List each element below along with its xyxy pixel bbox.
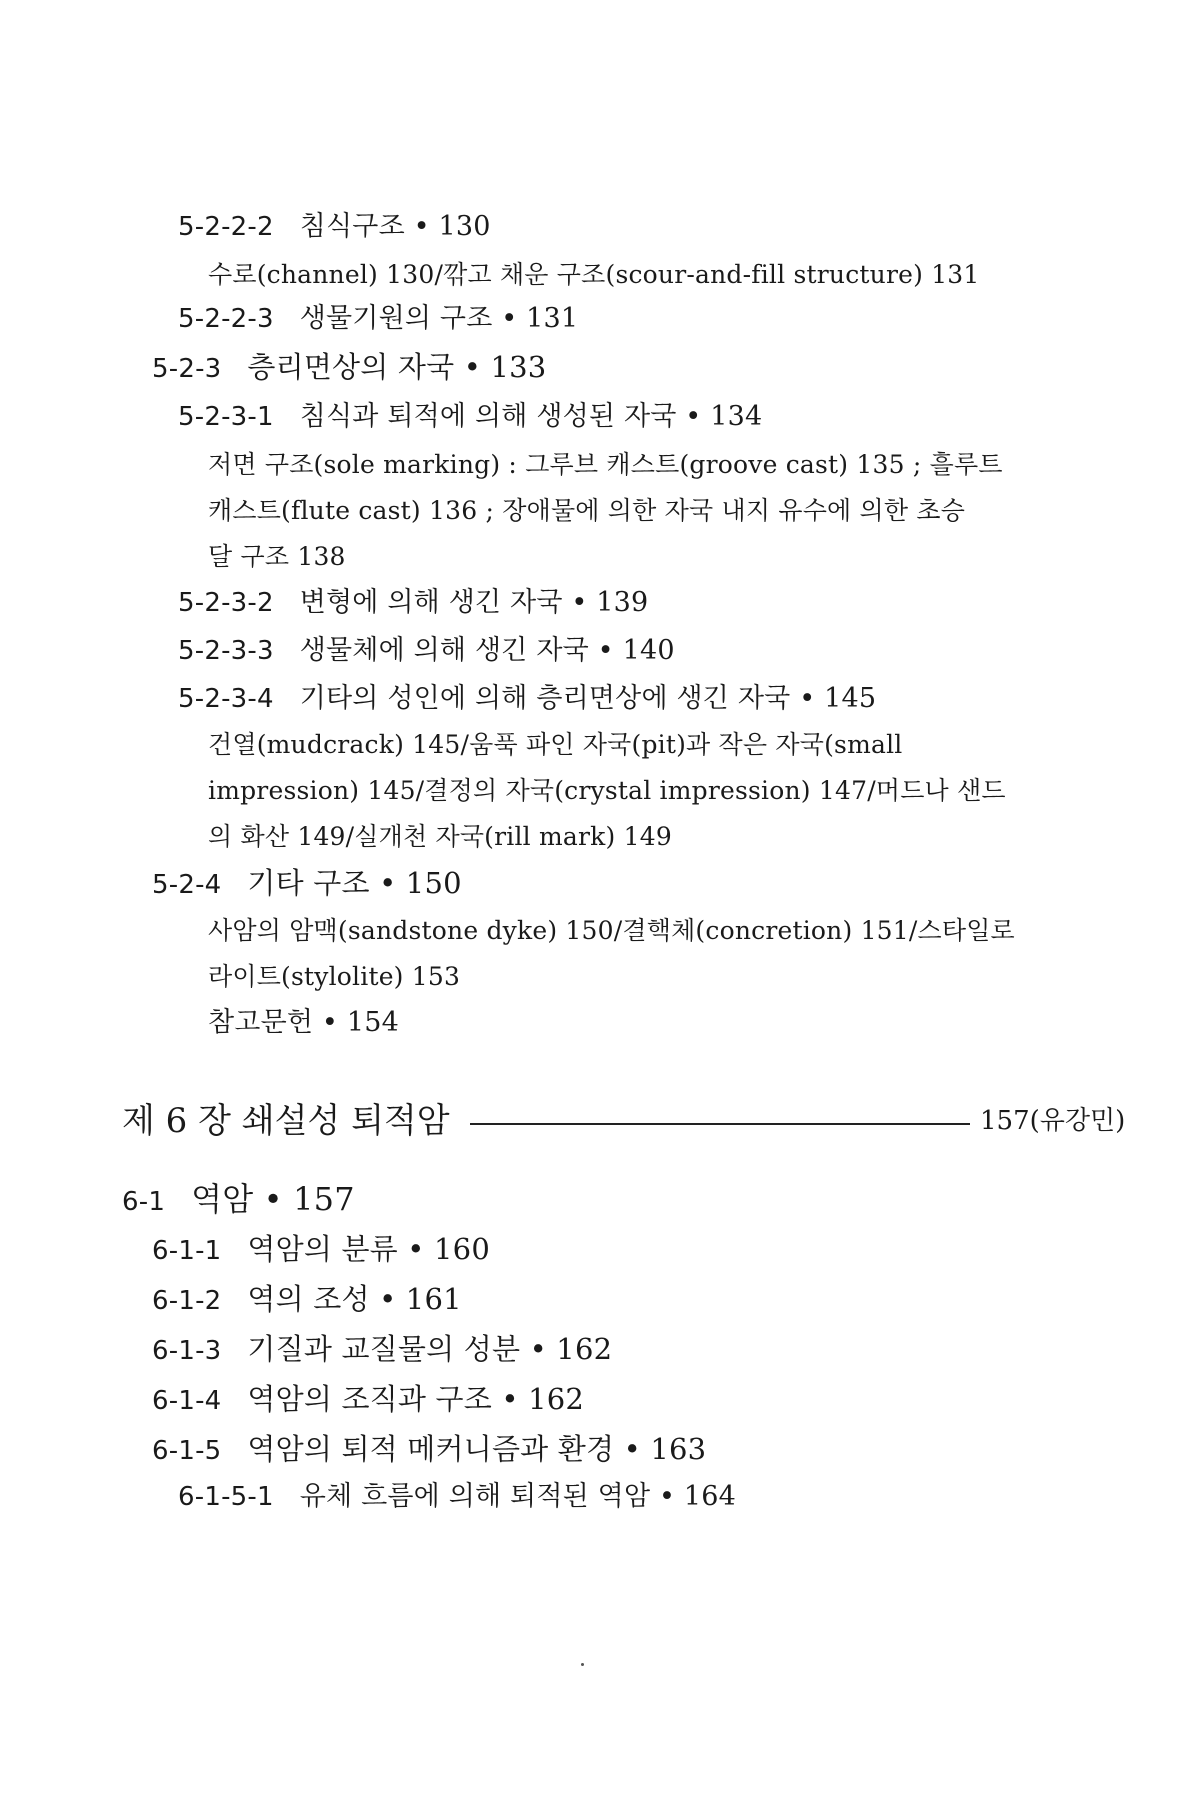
entry-number: 6-1-2 [152,1286,222,1316]
toc-subentry-description: 저면 구조(sole marking) : 그루브 캐스트(groove cast) 135 ; 흘루트 [208,450,1003,479]
toc-subentry-description: 달 구조 138 [208,542,346,571]
toc-entry-5-2-2-2 [178,210,491,244]
toc-entry-5-2-2-3 [178,302,578,336]
toc-entry-5-2-4 [152,866,462,902]
entry-number: 6-1-4 [152,1386,222,1416]
toc-subentry-description: 수로(channel) 130/깎고 채운 구조(scour-and-fill structure) 131 [208,260,980,289]
toc-subentry-description: 사암의 암맥(sandstone dyke) 150/결핵체(concretion) 151/스타일로 [208,916,1015,945]
chapter-title: 제 6 장 쇄설성 퇴적암 [122,1101,450,1141]
entry-title: 기타의 성인에 의해 층리면상에 생긴 자국 • 145 [299,683,877,714]
entry-number: 5-2-3-2 [178,588,274,618]
entry-title: 기질과 교질물의 성분 • 162 [247,1332,613,1366]
chapter-6-heading [122,1098,1126,1144]
entry-number: 6-1-3 [152,1336,222,1366]
toc-entry-5-2-3-2 [178,586,648,620]
entry-title: 기타 구조 • 150 [247,866,462,900]
entry-title: 유체 흐름에 의해 퇴적된 역암 • 164 [299,1481,737,1512]
entry-number: 5-2-2-3 [178,304,274,334]
entry-title: 역암 • 157 [191,1180,355,1218]
entry-number: 6-1-5-1 [178,1482,274,1512]
entry-number: 5-2-4 [152,870,222,900]
toc-entry-references: 참고문헌 • 154 [208,1007,399,1038]
toc-entry-5-2-3 [152,350,546,386]
entry-title: 침식과 퇴적에 의해 생성된 자국 • 134 [299,401,763,432]
entry-number: 5-2-3 [152,354,222,384]
entry-number: 6-1-5 [152,1436,222,1466]
entry-title: 역암의 조직과 구조 • 162 [247,1382,585,1416]
toc-subentry-description: impression) 145/결정의 자국(crystal impression) 147/머드나 샌드 [208,776,1006,805]
entry-number: 5-2-2-2 [178,212,274,242]
toc-entry-6-1-3 [152,1332,612,1368]
toc-entry-6-1-5 [152,1432,706,1468]
toc-subentry-description: 캐스트(flute cast) 136 ; 장애물에 의한 자국 내지 유수에 의한 초승 [208,496,966,525]
entry-number: 6-1 [122,1187,166,1217]
toc-subentry-description: 라이트(stylolite) 153 [208,962,461,991]
toc-entry-6-1-1 [152,1232,490,1268]
toc-entry-6-1-4 [152,1382,584,1418]
chapter-page-author: 157(유강민) [980,1106,1126,1136]
toc-entry-5-2-3-4 [178,682,876,716]
entry-title: 층리면상의 자국 • 133 [247,350,547,384]
leader-rule [470,1123,970,1125]
entry-title: 역암의 분류 • 160 [247,1232,490,1266]
entry-title: 역의 조성 • 161 [247,1282,462,1316]
entry-title: 침식구조 • 130 [299,211,491,242]
page-mark [581,1663,584,1666]
entry-number: 5-2-3-1 [178,402,274,432]
toc-entry-6-1-2 [152,1282,462,1318]
entry-number: 5-2-3-4 [178,684,274,714]
entry-title: 생물체에 의해 생긴 자국 • 140 [299,635,675,666]
entry-title: 변형에 의해 생긴 자국 • 139 [299,587,649,618]
toc-entry-5-2-3-1 [178,400,762,434]
entry-title: 생물기원의 구조 • 131 [299,303,579,334]
toc-entry-6-1-5-1 [178,1480,736,1514]
toc-entry-5-2-3-3 [178,634,675,668]
toc-entry-6-1 [122,1182,355,1219]
entry-number: 5-2-3-3 [178,636,274,666]
toc-subentry-description: 의 화산 149/실개천 자국(rill mark) 149 [208,822,672,851]
entry-number: 6-1-1 [152,1236,222,1266]
toc-subentry-description: 건열(mudcrack) 145/움푹 파인 자국(pit)과 작은 자국(small [208,730,903,759]
entry-title: 역암의 퇴적 메커니즘과 환경 • 163 [247,1432,707,1466]
